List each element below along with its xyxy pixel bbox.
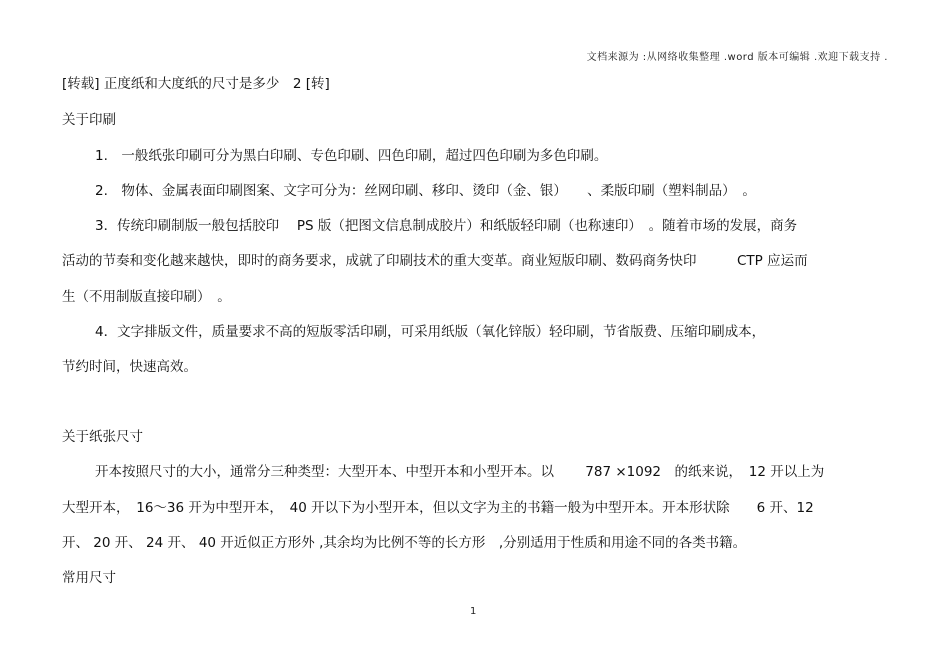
section-heading-paper-size: 关于纸张尺寸 <box>62 429 143 445</box>
section-heading-printing: 关于印刷 <box>62 112 116 128</box>
paragraph-1: 1. 一般纸张印刷可分为黑白印刷、专色印刷、四色印刷，超过四色印刷为多色印刷。 <box>95 148 608 164</box>
paragraph-3-line-1: 3．传统印刷制版一般包括胶印 PS 版（把图文信息制成胶片）和纸版轻印刷（也称速印） 。随着市场的发展，商务 <box>95 218 798 234</box>
size-paragraph-line-3: 开、 20 开、 24 开、 40 开近似正方形外 ,其余均为比例不等的长方形 ,分别适用于性质和用途不同的各类书籍。 <box>62 535 747 551</box>
paragraph-3-line-2: 活动的节奏和变化越来越快，即时的商务要求，成就了印刷技术的重大变革。商业短版印刷、数码商务快印 CTP 应运而 <box>62 253 808 269</box>
paragraph-3-line-3: 生（不用制版直接印刷） 。 <box>62 289 231 305</box>
paragraph-2: 2. 物体、金属表面印刷图案、文字可分为：丝网印刷、移印、烫印（金、银） 、柔版印刷（塑料制品） 。 <box>95 183 756 199</box>
paragraph-4-line-1: 4．文字排版文件，质量要求不高的短版零活印刷，可采用纸版（氧化锌版）轻印刷，节省版费、压缩印刷成本， <box>95 324 766 340</box>
page-number: 1 <box>470 606 477 617</box>
document-title: [转载] 正度纸和大度纸的尺寸是多少 2 [转] <box>62 76 330 92</box>
subheading-common-sizes: 常用尺寸 <box>62 570 116 586</box>
size-paragraph-line-1: 开本按照尺寸的大小，通常分三种类型：大型开本、中型开本和小型开本。以 787 ×1092 的纸来说， 12 开以上为 <box>95 464 825 480</box>
paragraph-4-line-2: 节约时间，快速高效。 <box>62 359 197 375</box>
header-source-note: 文档来源为 :从网络收集整理 .word 版本可编辑 .欢迎下载支持 . <box>586 52 888 63</box>
size-paragraph-line-2: 大型开本， 16～36 开为中型开本， 40 开以下为小型开本，但以文字为主的书籍一般为中型开本。开本形状除 6 开、12 <box>62 500 814 516</box>
